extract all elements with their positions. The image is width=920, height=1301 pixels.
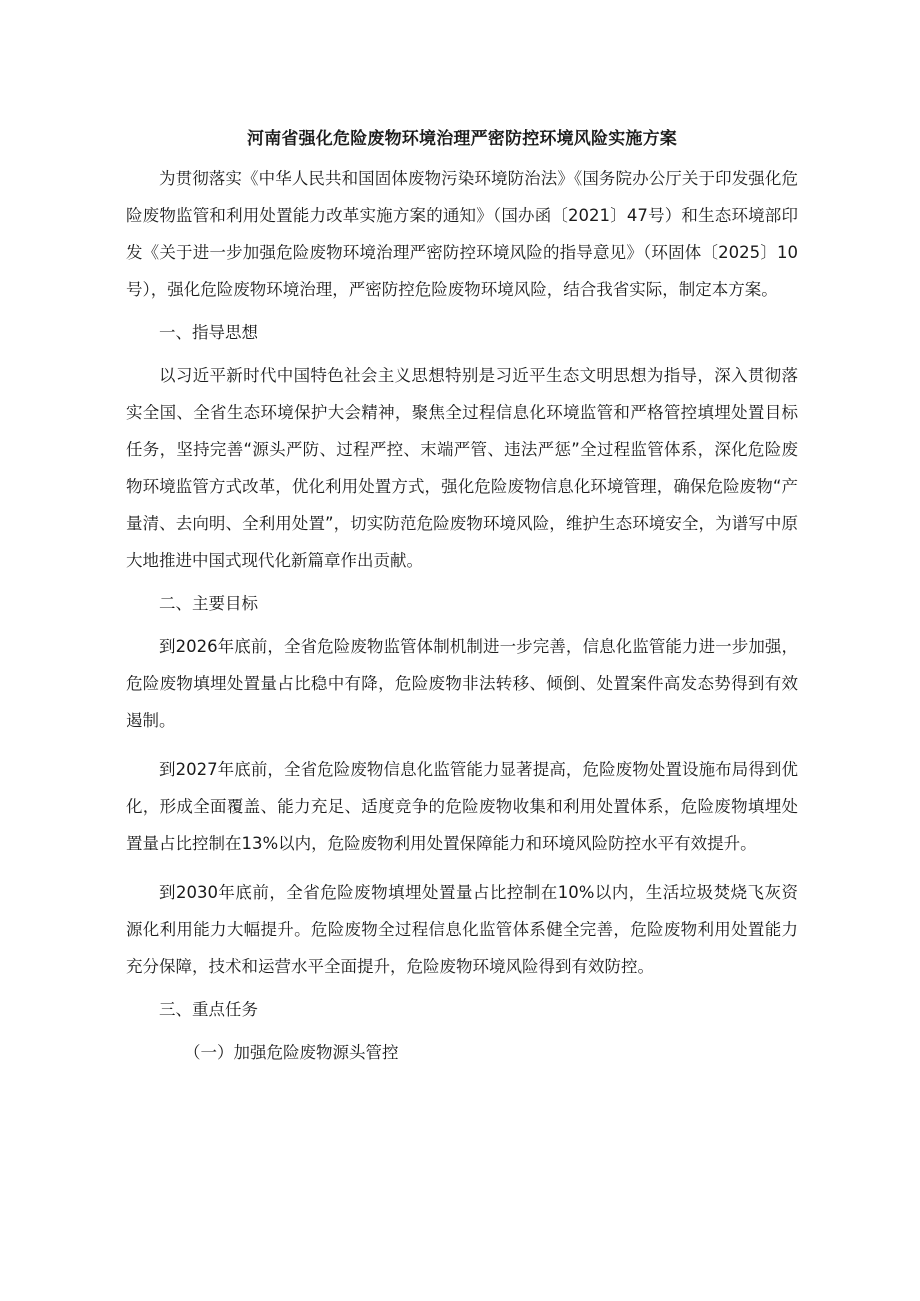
section-heading-key-tasks: 三、重点任务 bbox=[159, 1000, 258, 1019]
guiding-ideology-paragraph: 以习近平新时代中国特色社会主义思想特别是习近平生态文明思想为指导，深入贯彻落实全国、全省生态环境保护大会精神，聚焦全过程信息化环境监管和严格管控填埋处置目标任务，坚持完善“源头严防、过程严控、末端严管、违法严惩”全过程监管体系，深化危险废物环境监管方式改革，优化利用处置方式，强化危险废物信息化环境管理，确保危险废物“产量清、去向明、全利用处置”，切实防范危险废物环境风险，维护生态环境安全，为谱写中原大地推进中国式现代化新篇章作出贡献。 bbox=[126, 366, 798, 570]
sub-heading-source-control: （一）加强危险废物源头管控 bbox=[184, 1043, 399, 1062]
goal-2027-paragraph: 到2027年底前，全省危险废物信息化监管能力显著提高，危险废物处置设施布局得到优化，形成全面覆盖、能力充足、适度竞争的危险废物收集和利用处置体系，危险废物填埋处置量占比控制在13%以内，危险废物利用处置保障能力和环境风险防控水平有效提升。 bbox=[126, 760, 798, 853]
goal-2030-paragraph: 到2030年底前，全省危险废物填埋处置量占比控制在10%以内，生活垃圾焚烧飞灰资源化利用能力大幅提升。危险废物全过程信息化监管体系健全完善，危险废物利用处置能力充分保障，技术和运营水平全面提升，危险废物环境风险得到有效防控。 bbox=[126, 883, 798, 976]
document-page bbox=[126, 124, 798, 1071]
document-title: 河南省强化危险废物环境治理严密防控环境风险实施方案 bbox=[247, 129, 677, 149]
section-heading-guiding-ideology: 一、指导思想 bbox=[159, 323, 258, 342]
intro-paragraph: 为贯彻落实《中华人民共和国固体废物污染环境防治法》《国务院办公厅关于印发强化危险废物监管和利用处置能力改革实施方案的通知》（国办函〔2021〕47号）和生态环境部印发《关于进一步加强危险废物环境治理严密防控环境风险的指导意见》（环固体〔2025〕10号），强化危险废物环境治理，严密防控危险废物环境风险，结合我省实际，制定本方案。 bbox=[126, 169, 798, 299]
goal-2026-paragraph: 到2026年底前，全省危险废物监管体制机制进一步完善，信息化监管能力进一步加强，危险废物填埋处置量占比稳中有降，危险废物非法转移、倾倒、处置案件高发态势得到有效遏制。 bbox=[126, 637, 798, 730]
section-heading-main-goals: 二、主要目标 bbox=[159, 594, 258, 613]
